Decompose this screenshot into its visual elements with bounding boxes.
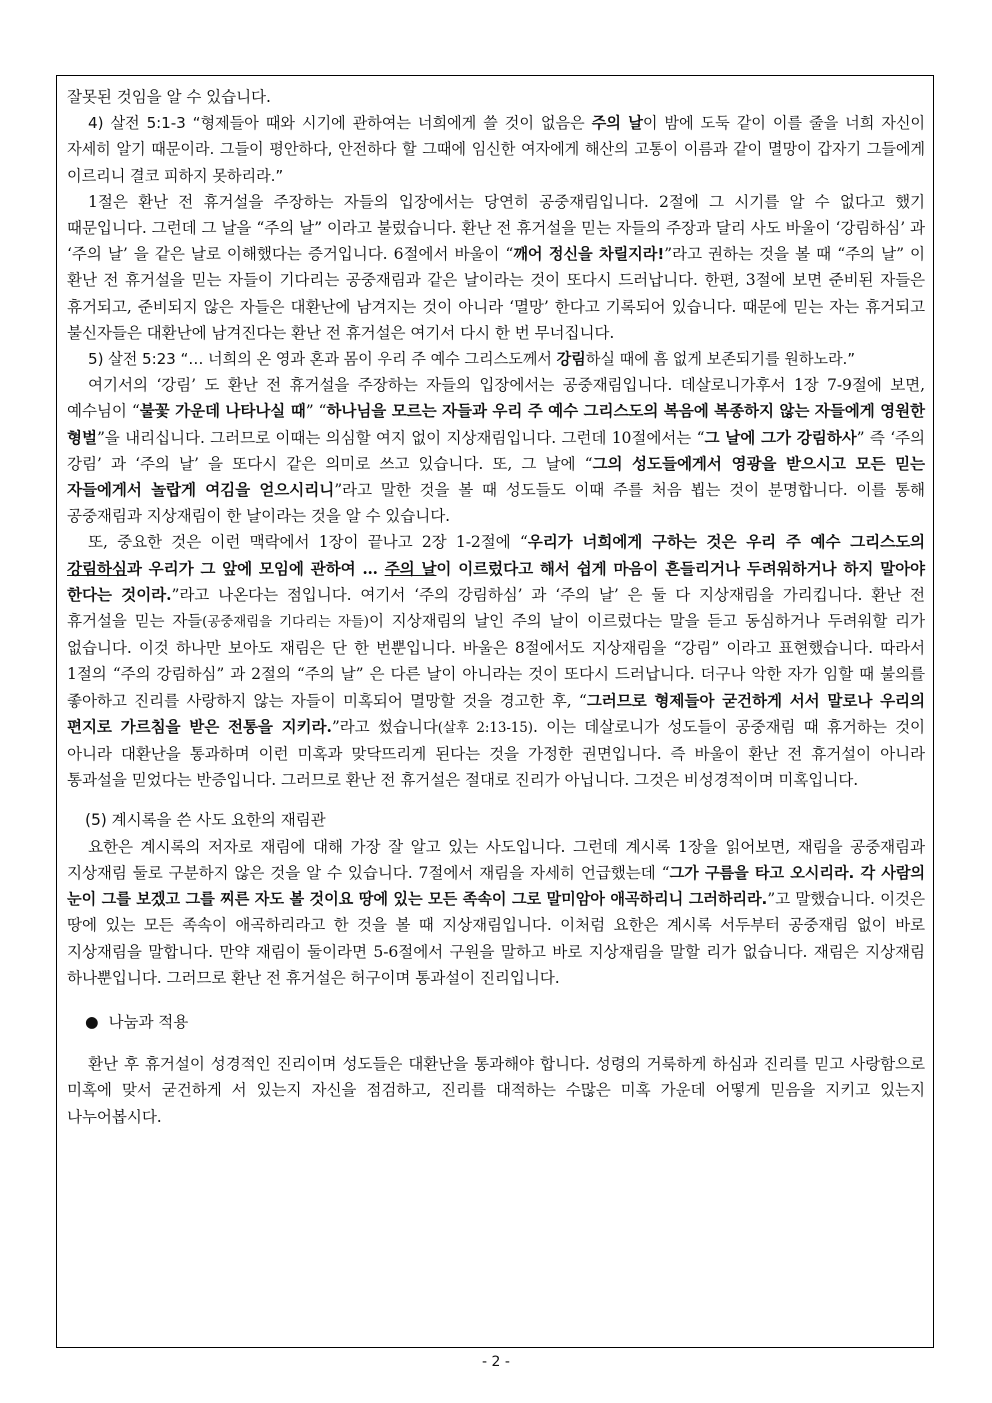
section-heading-revelation: (5) 계시록을 쓴 사도 요한의 재림관 [85, 811, 326, 830]
paragraph-application: 환난 후 휴거설이 성경적인 진리이며 성도들은 대환난을 통과해야 합니다. 성령의 거룩하게 하심과 진리를 믿고 사랑함으로 미혹에 맞서 굳건하게 서 있는지 자신을 점검하고, 진리를 대적하는 수많은 미혹 가운데 어떻게 믿음을 지키고 있는지 나누어봅시다. [67, 1055, 925, 1126]
document-body [67, 84, 925, 1130]
application-title: 나눔과 적용 [108, 1012, 189, 1031]
paragraph-commentary-2: 여기서의 ‘강림’ 도 환난 전 휴거설을 주장하는 자들의 입장에서는 공중재림입니다. 데살로니가후서 1장 7-9절에 보면, 예수님이 “불꽃 가운데 나타나실 때” “하나님을 모르는 자들과 우리 주 예수 그리스도의 복음에 복종하지 않는 자들에게 영원한 형벌”을 내리십니다. 그러므로 이때는 의심할 여지 없이 지상재림입니다. 그런데 10절에서는 “그 날에 그가 강림하사” 즉 ‘주의 강림’ 과 ‘주의 날’ 을 또다시 같은 의미로 쓰고 있습니다. 또, 그 날에 “그의 성도들에게서 영광을 받으시고 모든 믿는 자들에게서 놀랍게 여김을 얻으시리니”라고 말한 것을 볼 때 성도들도 이때 주를 처음 뵙는 것이 분명합니다. 이를 통해 공중재림과 지상재림이 한 날이라는 것을 알 수 있습니다. [67, 376, 926, 526]
content-frame [56, 75, 934, 1348]
application-heading [67, 1009, 925, 1035]
paragraph-revelation: 요한은 계시록의 저자로 재림에 대해 가장 잘 알고 있는 사도입니다. 그런데 계시록 1장을 읽어보면, 재림을 공중재림과 지상재림 둘로 구분하지 않은 것을 알 수 있습니다. 7절에서 재림을 자세히 언급했는데 “그가 구름을 타고 오시리라. 각 사람의 눈이 그를 보겠고 그를 찌른 자도 볼 것이요 땅에 있는 모든 족속이 그로 말미암아 애곡하리니 그러하리라.”고 말했습니다. 이것은 땅에 있는 모든 족속이 애곡하리라고 한 것을 볼 때 지상재림입니다. 이처럼 요한은 계시록 서두부터 공중재림 없이 바로 지상재림을 말합니다. 만약 재림이 둘이라면 5-6절에서 구원을 말하고 바로 지상재림을 말할 리가 없습니다. 재림은 지상재림 하나뿐입니다. 그러므로 환난 전 휴거설은 허구이며 통과설이 진리입니다. [67, 837, 925, 987]
paragraph-commentary-3: 또, 중요한 것은 이런 맥락에서 1장이 끝나고 2장 1-2절에 “우리가 너희에게 구하는 것은 우리 주 예수 그리스도의 강림하심과 우리가 그 앞에 모임에 관하여 … 주의 날이 이르렀다고 해서 쉽게 마음이 흔들리거나 두려워하거나 하지 말아야 한다는 것이라.”라고 나온다는 점입니다. 여기서 ‘주의 강림하심’ 과 ‘주의 날’ 은 둘 다 지상재림을 가리킵니다. 환난 전 휴거설을 믿는 자들(공중재림을 기다리는 자들)이 지상재림의 날인 주의 날이 이르렀다는 말을 듣고 동심하거나 두려워할 리가 없습니다. 이것 하나만 보아도 재림은 단 한 번뿐입니다. 바울은 8절에서도 지상재림을 “강림” 이라고 표현했습니다. 따라서 1절의 “주의 강림하심” 과 2절의 “주의 날” 은 다른 날이 아니라는 것이 또다시 드러납니다. 더구나 악한 자가 임할 때 불의를 좋아하고 진리를 사랑하지 않는 자들이 미혹되어 멸망할 것을 경고한 후, “그러므로 형제들아 굳건하게 서서 말로나 우리의 편지로 가르침을 받은 전통을 지키라.”라고 썼습니다(살후 2:13-15). 이는 데살로니가 성도들이 공중재림 때 휴거하는 것이 아니라 대환난을 통과하며 이런 미혹과 맞닥뜨리게 된다는 것을 가정한 권면입니다. 즉 바울이 환난 전 휴거설이 아니라 통과설을 믿었다는 반증입니다. 그러므로 환난 전 휴거설은 절대로 진리가 아닙니다. 그것은 비성경적이며 미혹입니다. [67, 532, 925, 790]
paragraph-4-thess-5-1-3: 4) 살전 5:1-3 “형제들아 때와 시기에 관하여는 너희에게 쓸 것이 없음은 주의 날이 밤에 도둑 같이 이를 줄을 너희 자신이 자세히 알기 때문이라. 그들이 평안하다, 안전하다 할 그때에 임신한 여자에게 해산의 고통이 이름과 같이 멸망이 갑자기 그들에게 이르리니 결코 피하지 못하리라.” [67, 114, 926, 185]
paragraph-commentary-1: 1절은 환난 전 휴거설을 주장하는 자들의 입장에서는 당연히 공중재림입니다. 2절에 그 시기를 알 수 없다고 했기 때문입니다. 그런데 그 날을 “주의 날” 이라고 불렀습니다. 환난 전 휴거설을 믿는 자들의 주장과 달리 사도 바울이 ‘강림하심’ 과 ‘주의 날’ 을 같은 날로 이해했다는 증거입니다. 6절에서 바울이 “깨어 정신을 차릴지라!”라고 권하는 것을 볼 때 “주의 날” 이 환난 전 휴거설을 믿는 자들이 기다리는 공중재림과 같은 날이라는 것이 또다시 드러납니다. 한편, 3절에 보면 준비된 자들은 휴거되고, 준비되지 않은 자들은 대환난에 남겨지는 것이 아니라 ‘멸망’ 한다고 기록되어 있습니다. 때문에 믿는 자는 휴거되고 불신자들은 대환난에 남겨진다는 환난 전 휴거설은 여기서 다시 한 번 무너집니다. [67, 192, 926, 342]
bullet-icon: ● [85, 1012, 99, 1031]
paragraph-continuation: 잘못된 것임을 알 수 있습니다. [67, 88, 271, 106]
page-number: - 2 - [482, 1354, 510, 1370]
paragraph-5-thess-5-23: 5) 살전 5:23 “… 너희의 온 영과 혼과 몸이 우리 주 예수 그리스도께서 강림하실 때에 흠 없게 보존되기를 원하노라.” [88, 350, 856, 369]
